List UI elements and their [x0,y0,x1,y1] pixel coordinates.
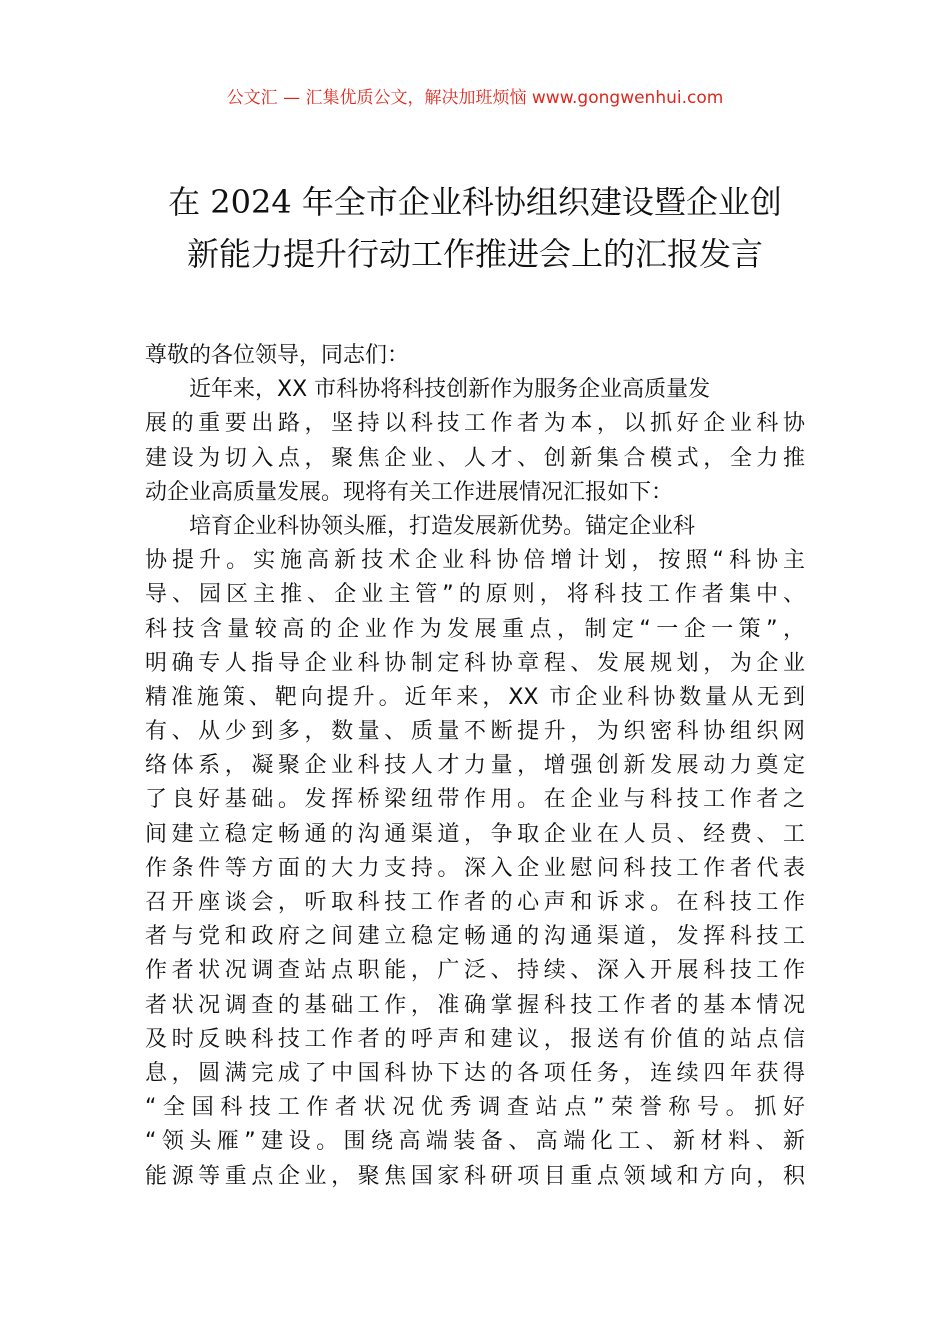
title-line-1: 在 2024 年全市企业科协组织建设暨企业创 [168,183,782,221]
paragraph-2-line: 作条件等方面的大力支持。深入企业慰问科技工作者代表 [145,855,805,881]
paragraph-2-line: 协提升。实施高新技术企业科协倍增计划，按照“科协主 [145,548,805,574]
paragraph-2-line: 作者状况调查站点职能，广泛、持续、深入开展科技工作 [145,958,805,984]
paragraph-2-line: 有、从少到多，数量、质量不断提升，为织密科协组织网 [145,719,805,745]
paragraph-1-line: 建设为切入点，聚焦企业、人才、创新集合模式，全力推 [145,445,805,471]
paragraph-2-line: “全国科技工作者状况优秀调查站点”荣誉称号。抓好 [145,1095,805,1121]
title-line-2: 新能力提升行动工作推进会上的汇报发言 [186,235,763,273]
paragraph-2-line: 导、园区主推、企业主管”的原则，将科技工作者集中、 [145,582,805,608]
paragraph-2-line: 间建立稳定畅通的沟通渠道，争取企业在人员、经费、工 [145,821,805,847]
paragraph-2-line: 息，圆满完成了中国科协下达的各项任务，连续四年获得 [145,1060,805,1086]
paragraph-2-line: 者状况调查的基础工作，准确掌握科技工作者的基本情况 [145,992,805,1018]
paragraph-2-line: 及时反映科技工作者的呼声和建议，报送有价值的站点信 [145,1026,805,1052]
paragraph-2-line: 明确专人指导企业科协制定科协章程、发展规划，为企业 [145,650,805,676]
document-body [145,339,805,1194]
paragraph-2-line: 者与党和政府之间建立稳定畅通的沟通渠道，发挥科技工 [145,924,805,950]
document-title [140,176,810,280]
paragraph-2-line: 培育企业科协领头雁，打造发展新优势。锚定企业科 [189,513,696,539]
paragraph-2-line: 精准施策、靶向提升。近年来，XX 市企业科协数量从无到 [145,684,805,710]
paragraph-1-line: 展的重要出路，坚持以科技工作者为本，以抓好企业科协 [145,411,805,437]
paragraph-2-line: 科技含量较高的企业作为发展重点，制定“一企一策”， [145,616,805,642]
paragraph-2-line: 能源等重点企业，聚焦国家科研项目重点领域和方向，积 [145,1163,805,1189]
paragraph-2-line: 络体系，凝聚企业科技人才力量，增强创新发展动力奠定 [145,753,805,779]
paragraph-2-line: 了良好基础。发挥桥梁纽带作用。在企业与科技工作者之 [145,787,805,813]
header-banner: 公文汇 — 汇集优质公文，解决加班烦恼 www.gongwenhui.com [226,88,724,108]
salutation: 尊敬的各位领导，同志们： [145,343,410,368]
paragraph-2-line: 召开座谈会，听取科技工作者的心声和诉求。在科技工作 [145,890,805,915]
paragraph-1-line: 动企业高质量发展。现将有关工作进展情况汇报如下： [145,479,674,505]
paragraph-2-line: “领头雁”建设。围绕高端装备、高端化工、新材料、新 [145,1129,805,1155]
paragraph-1-line: 近年来，XX 市科协将科技创新作为服务企业高质量发 [189,377,711,403]
